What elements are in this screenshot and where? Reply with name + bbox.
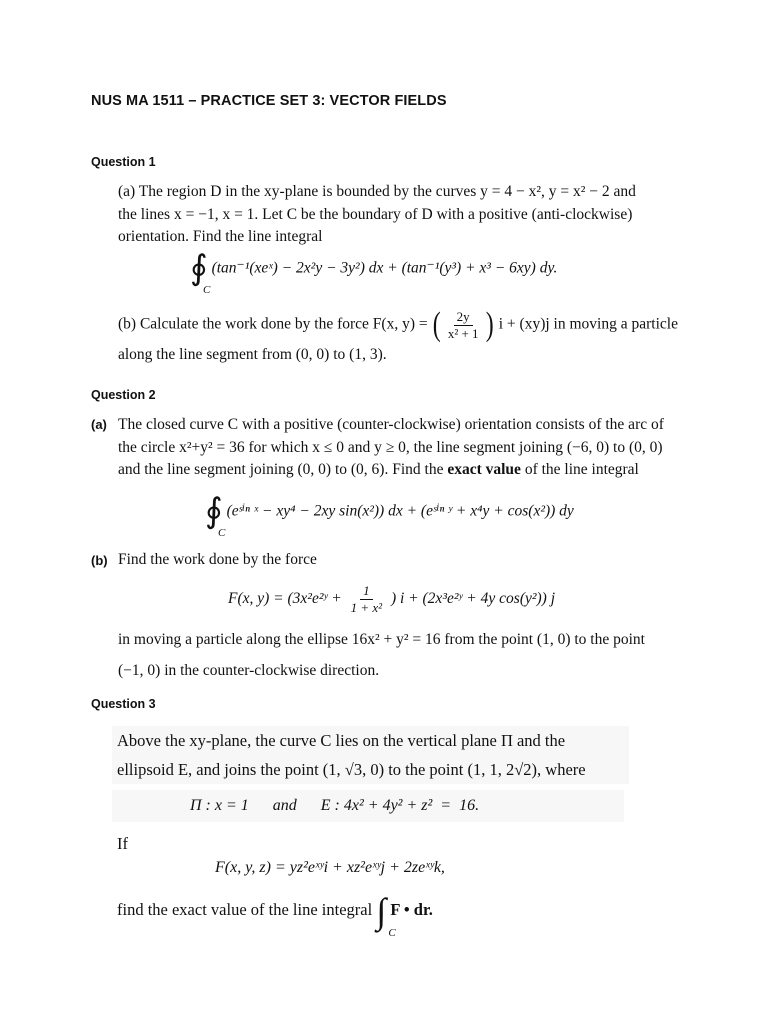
q1-part-a — [118, 181, 718, 249]
q3-planes: Π : x = 1 and E : 4x² + 4y² + z² = 16. — [112, 790, 624, 822]
q2-part-b-rest — [118, 629, 738, 682]
contour-integral-symbol: ∮ C — [205, 493, 226, 539]
q2a-line-1: The closed curve C with a positive (counter-clockwise) orientation consists of the arc of — [118, 416, 664, 433]
q2-part-a — [118, 414, 728, 482]
question-1-heading: Question 1 — [91, 155, 156, 169]
q1a-integral — [190, 250, 558, 296]
question-2-heading: Question 2 — [91, 388, 156, 402]
q2a-line-2: the circle x²+y² = 36 for which x ≤ 0 and y ≥ 0, the line segment joining (−6, 0) to (0, 0) — [118, 438, 663, 456]
q1a-line-1: (a) The region D in the xy-plane is bounded by the curves y = 4 − x², y = x² − 2 and — [118, 183, 636, 200]
q2b-line-3: (−1, 0) in the counter-clockwise direction. — [118, 661, 380, 679]
q1b-fraction: $\frac{2y}{\text{x² + 1}}$ — [447, 308, 479, 341]
q2b-force — [228, 583, 555, 616]
integral-symbol: ∫ C — [376, 891, 396, 939]
q2a-line-3: and the line segment joining (0, 0) to (0, 6). Find the exact value of the line integral — [118, 461, 639, 478]
q1a-integrand: (tan⁻¹(xeˣ) − 2x²y − 3y²) dx + (tan⁻¹(y³) + x³ − 6xy) dy. — [211, 259, 558, 277]
q3-line-1: Above the xy-plane, the curve C lies on the vertical plane Π and the — [117, 731, 566, 750]
q2b-force-post: ) i + (2x³e²ʸ + 4y cos(y²)) j — [390, 590, 556, 608]
q1a-line-2: the lines x = −1, x = 1. Let C be the boundary of D with a positive (anti-clockwise) — [118, 205, 633, 223]
q2a-integrand: (eˢⁱⁿ ˣ − xy⁴ − 2xy sin(x²)) dx + (eˢⁱⁿ ʸ + x⁴y + cos(x²)) dy — [226, 502, 574, 520]
q3-line-2: ellipsoid E, and joins the point (1, √3, 0) to the point (1, 1, 2√2), where — [117, 760, 586, 779]
q1a-line-3: orientation. Find the line integral — [118, 228, 323, 245]
q2b-line-1: Find the work done by the force — [118, 551, 317, 568]
q2a-integral — [205, 493, 574, 539]
q1b-text-before: (b) Calculate the work done by the force F(x, y) = — [118, 315, 428, 333]
q3-integrand: F • dr. — [390, 899, 433, 919]
page-title: NUS MA 1511 – PRACTICE SET 3: VECTOR FIELDS — [91, 93, 447, 109]
q1-part-b: (b) Calculate the work done by the force F(x, y) = ( $\frac{2y}{\text{x² + 1}}$ ) i + (xy)j in moving a particle — [118, 306, 678, 343]
q2b-label: (b) — [91, 553, 108, 568]
q2b-fraction: $\frac{1}{\text{1 + x²}}$ — [350, 583, 383, 615]
q1b-text-after: i + (xy)j in moving a particle — [498, 315, 678, 333]
q3-if: If — [117, 834, 128, 853]
q2b-force-pre: F(x, y) = (3x²e²ʸ + — [228, 590, 342, 608]
q3-last-text: find the exact value of the line integral — [117, 899, 373, 919]
q1b-line-2: along the line segment from (0, 0) to (1, 3). — [118, 346, 387, 363]
q3-field: F(x, y, z) = yz²eˣʸi + xz²eˣʸj + 2zeˣʸk, — [215, 859, 445, 876]
contour-integral-symbol: ∮ C — [190, 250, 211, 296]
question-3-heading: Question 3 — [91, 697, 156, 711]
q3-intro — [112, 726, 629, 784]
q2a-label: (a) — [91, 417, 107, 432]
q3-last-line — [117, 891, 433, 939]
q2b-line-2: in moving a particle along the ellipse 16x² + y² = 16 from the point (1, 0) to the point — [118, 631, 645, 648]
